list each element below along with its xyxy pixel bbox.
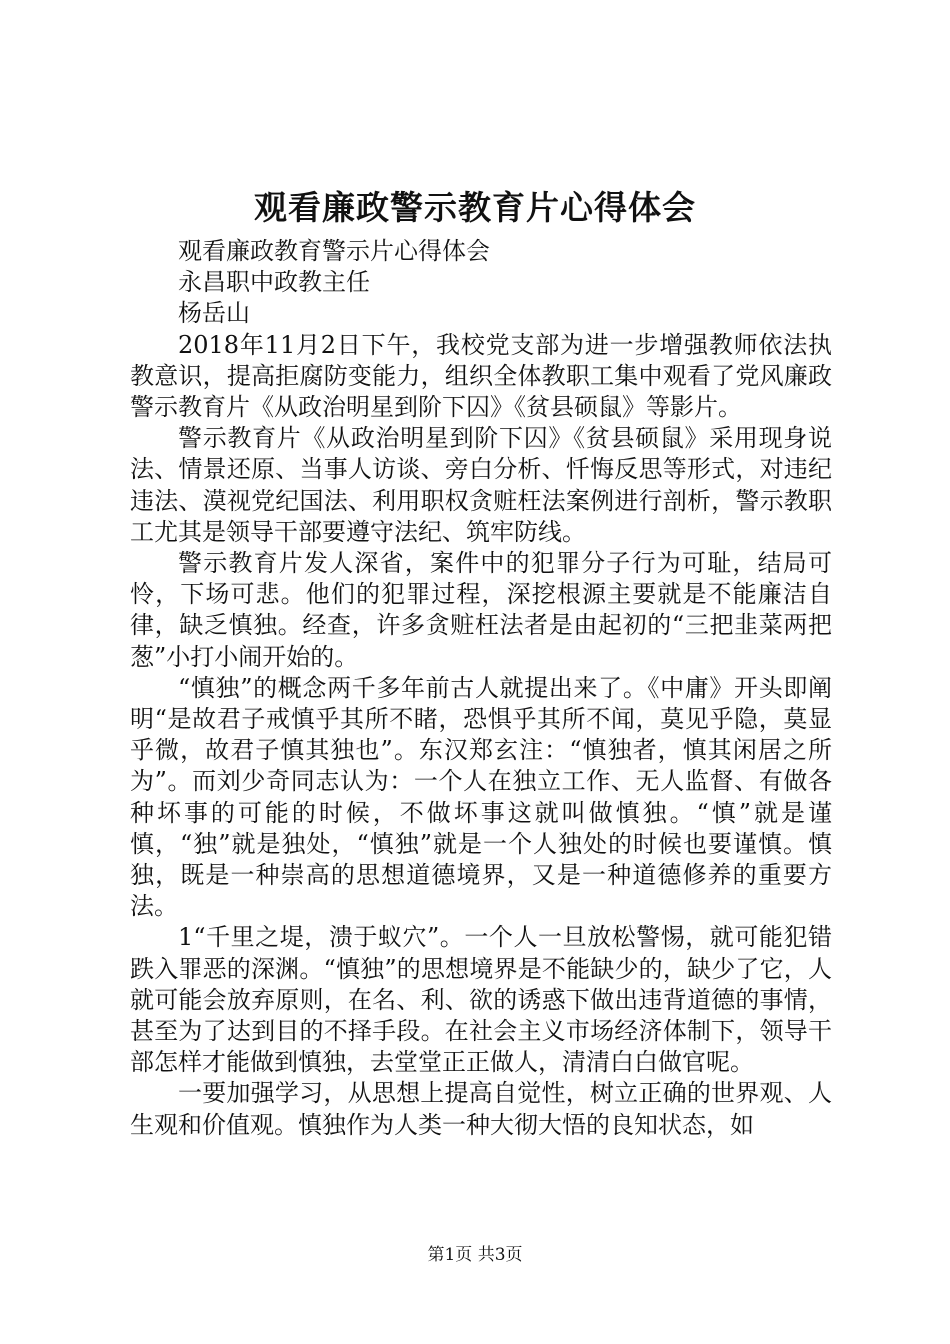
document-body [130,236,832,1141]
paragraph: 1“千里之堤，溃于蚁穴”。一个人一旦放松警惕，就可能犯错跌入罪恶的深渊。“慎独”的思想境界是不能缺少的，缺少了它，人就可能会放弃原则，在名、利、欲的诱惑下做出违背道德的事情，甚至为了达到目的不择手段。在社会主义市场经济体制下，领导干部怎样才能做到慎独，去堂堂正正做人，清清白白做官呢。 [130,923,832,1077]
paragraph: 2018年11月2日下午，我校党支部为进一步增强教师依法执教意识，提高拒腐防变能力，组织全体教职工集中观看了党风廉政警示教育片《从政治明星到阶下囚》《贫县硕鼠》等影片。 [130,330,832,422]
paragraph: 一要加强学习，从思想上提高自觉性，树立正确的世界观、人生观和价值观。慎独作为人类一种大彻大悟的良知状态，如 [130,1079,832,1139]
page-footer: 第1页 共3页 [427,1245,523,1265]
paragraph: 警示教育片发人深省，案件中的犯罪分子行为可耻，结局可怜，下场可悲。他们的犯罪过程，深挖根源主要就是不能廉洁自律，缺乏慎独。经查，许多贪赃枉法者是由起初的“三把韭菜两把葱”小打小闹开始的。 [130,549,832,671]
author-name: 杨岳山 [178,299,250,328]
paragraph: “慎独”的概念两千多年前古人就提出来了。《中庸》开头即阐明“是故君子戒慎乎其所不睹，恐惧乎其所不闻，莫见乎隐，莫显乎微，故君子慎其独也”。东汉郑玄注：“慎独者，慎其闲居之所为”。而刘少奇同志认为：一个人在独立工作、无人监督、有做各种坏事的可能的时候，不做坏事这就叫做慎独。“慎”就是谨慎，“独”就是独处，“慎独”就是一个人独处的时候也要谨慎。慎独，既是一种崇高的思想道德境界，又是一种道德修养的重要方法。 [130,673,832,921]
subtitle: 观看廉政教育警示片心得体会 [178,237,490,265]
document-title: 观看廉政警示教育片心得体会 [254,188,696,227]
paragraph: 警示教育片《从政治明星到阶下囚》《贫县硕鼠》采用现身说法、情景还原、当事人访谈、旁白分析、忏悔反思等形式，对违纪违法、漠视党纪国法、利用职权贪赃枉法案例进行剖析，警示教职工尤其是领导干部要遵守法纪、筑牢防线。 [130,424,832,546]
author-position: 永昌职中政教主任 [178,268,370,297]
